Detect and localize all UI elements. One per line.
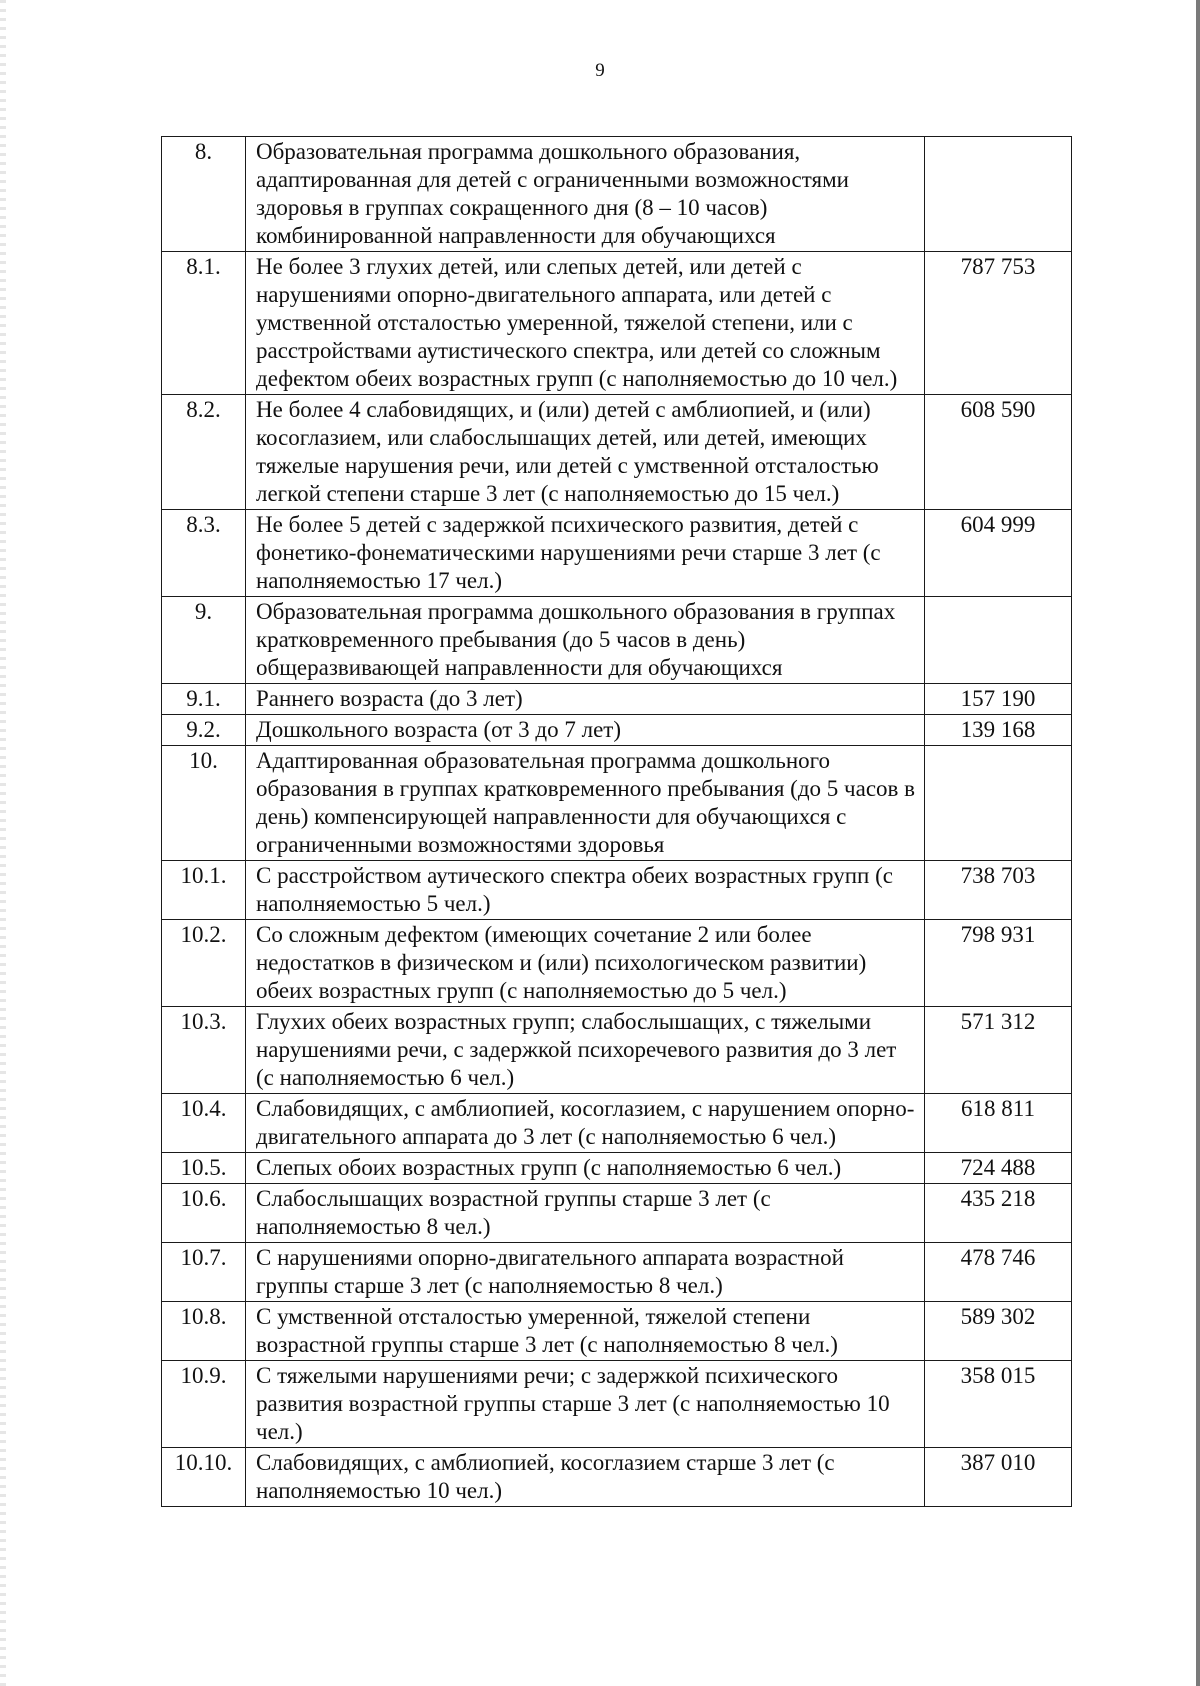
row-description: С нарушениями опорно-двигательного аппарата возрастной группы старше 3 лет (с наполняемостью 8 чел.)	[246, 1243, 925, 1302]
row-number: 8.3.	[162, 510, 246, 597]
row-value: 387 010	[925, 1448, 1072, 1507]
row-description: Со сложным дефектом (имеющих сочетание 2 или более недостатков в физическом и (или) психологическом развитии) обеих возрастных групп (с наполняемостью до 5 чел.)	[246, 920, 925, 1007]
table-row	[162, 715, 1072, 746]
row-value: 157 190	[925, 684, 1072, 715]
row-description: Слабовидящих, с амблиопией, косоглазием, с нарушением опорно-двигательного аппарата до 3 лет (с наполняемостью 6 чел.)	[246, 1094, 925, 1153]
row-value: 724 488	[925, 1153, 1072, 1184]
row-value: 618 811	[925, 1094, 1072, 1153]
row-description: Образовательная программа дошкольного образования, адаптированная для детей с ограниченными возможностями здоровья в группах сокращенного дня (8 – 10 часов) комбинированной направленности для обучающихся	[246, 137, 925, 252]
table-body	[162, 137, 1072, 1507]
row-value: 738 703	[925, 861, 1072, 920]
table-row	[162, 252, 1072, 395]
row-value: 571 312	[925, 1007, 1072, 1094]
row-number: 9.	[162, 597, 246, 684]
row-description: С умственной отсталостью умеренной, тяжелой степени возрастной группы старше 3 лет (с наполняемостью 8 чел.)	[246, 1302, 925, 1361]
table-row	[162, 137, 1072, 252]
row-description: Не более 3 глухих детей, или слепых детей, или детей с нарушениями опорно-двигательного аппарата, или детей с умственной отсталостью умеренной, тяжелой степени, или с расстройствами аутистического спектра, или детей со сложным дефектом обеих возрастных групп (с наполняемостью до 10 чел.)	[246, 252, 925, 395]
table-row	[162, 1153, 1072, 1184]
table-row	[162, 510, 1072, 597]
row-value: 478 746	[925, 1243, 1072, 1302]
row-number: 10.8.	[162, 1302, 246, 1361]
row-value: 604 999	[925, 510, 1072, 597]
row-number: 10.7.	[162, 1243, 246, 1302]
row-number: 10.	[162, 746, 246, 861]
row-number: 10.10.	[162, 1448, 246, 1507]
row-description: Глухих обеих возрастных групп; слабослышащих, с тяжелыми нарушениями речи, с задержкой психоречевого развития до 3 лет (с наполняемостью 6 чел.)	[246, 1007, 925, 1094]
row-value	[925, 597, 1072, 684]
table-row	[162, 746, 1072, 861]
row-value: 358 015	[925, 1361, 1072, 1448]
row-value: 589 302	[925, 1302, 1072, 1361]
row-number: 10.3.	[162, 1007, 246, 1094]
row-value: 139 168	[925, 715, 1072, 746]
row-number: 8.	[162, 137, 246, 252]
row-number: 10.6.	[162, 1184, 246, 1243]
row-value	[925, 746, 1072, 861]
row-description: Не более 5 детей с задержкой психического развития, детей с фонетико-фонематическими нарушениями речи старше 3 лет (с наполняемостью 17 чел.)	[246, 510, 925, 597]
row-description: Адаптированная образовательная программа дошкольного образования в группах кратковременного пребывания (до 5 часов в день) компенсирующей направленности для обучающихся с ограниченными возможностями здоровья	[246, 746, 925, 861]
row-value: 787 753	[925, 252, 1072, 395]
row-number: 9.2.	[162, 715, 246, 746]
row-value: 608 590	[925, 395, 1072, 510]
row-description: Слабослышащих возрастной группы старше 3 лет (с наполняемостью 8 чел.)	[246, 1184, 925, 1243]
table-row	[162, 597, 1072, 684]
row-description: Не более 4 слабовидящих, и (или) детей с амблиопией, и (или) косоглазием, или слабослышащих детей, или детей, имеющих тяжелые нарушения речи, или детей с умственной отсталостью легкой степени старше 3 лет (с наполняемостью до 15 чел.)	[246, 395, 925, 510]
row-number: 9.1.	[162, 684, 246, 715]
table-row	[162, 1094, 1072, 1153]
tariff-table	[161, 136, 1072, 1507]
scan-right-edge	[1196, 0, 1200, 1686]
table-row	[162, 920, 1072, 1007]
table-row	[162, 1302, 1072, 1361]
table-row	[162, 1184, 1072, 1243]
row-value: 435 218	[925, 1184, 1072, 1243]
row-description: Раннего возраста (до 3 лет)	[246, 684, 925, 715]
table-row	[162, 1448, 1072, 1507]
page-number: 9	[595, 60, 605, 81]
row-description: С тяжелыми нарушениями речи; с задержкой психического развития возрастной группы старше 3 лет (с наполняемостью 10 чел.)	[246, 1361, 925, 1448]
row-description: Слепых обоих возрастных групп (с наполняемостью 6 чел.)	[246, 1153, 925, 1184]
table-row	[162, 1007, 1072, 1094]
row-number: 8.1.	[162, 252, 246, 395]
row-description: С расстройством аутического спектра обеих возрастных групп (с наполняемостью 5 чел.)	[246, 861, 925, 920]
tariff-table-container	[161, 136, 1072, 1507]
table-row	[162, 1243, 1072, 1302]
table-row	[162, 395, 1072, 510]
row-number: 10.2.	[162, 920, 246, 1007]
row-number: 10.5.	[162, 1153, 246, 1184]
table-row	[162, 684, 1072, 715]
row-value	[925, 137, 1072, 252]
row-number: 8.2.	[162, 395, 246, 510]
row-number: 10.4.	[162, 1094, 246, 1153]
row-value: 798 931	[925, 920, 1072, 1007]
row-number: 10.1.	[162, 861, 246, 920]
row-description: Образовательная программа дошкольного образования в группах кратковременного пребывания (до 5 часов в день) общеразвивающей направленности для обучающихся	[246, 597, 925, 684]
row-description: Дошкольного возраста (от 3 до 7 лет)	[246, 715, 925, 746]
scan-left-edge	[0, 0, 6, 1686]
table-row	[162, 1361, 1072, 1448]
table-row	[162, 861, 1072, 920]
row-number: 10.9.	[162, 1361, 246, 1448]
row-description: Слабовидящих, с амблиопией, косоглазием старше 3 лет (с наполняемостью 10 чел.)	[246, 1448, 925, 1507]
